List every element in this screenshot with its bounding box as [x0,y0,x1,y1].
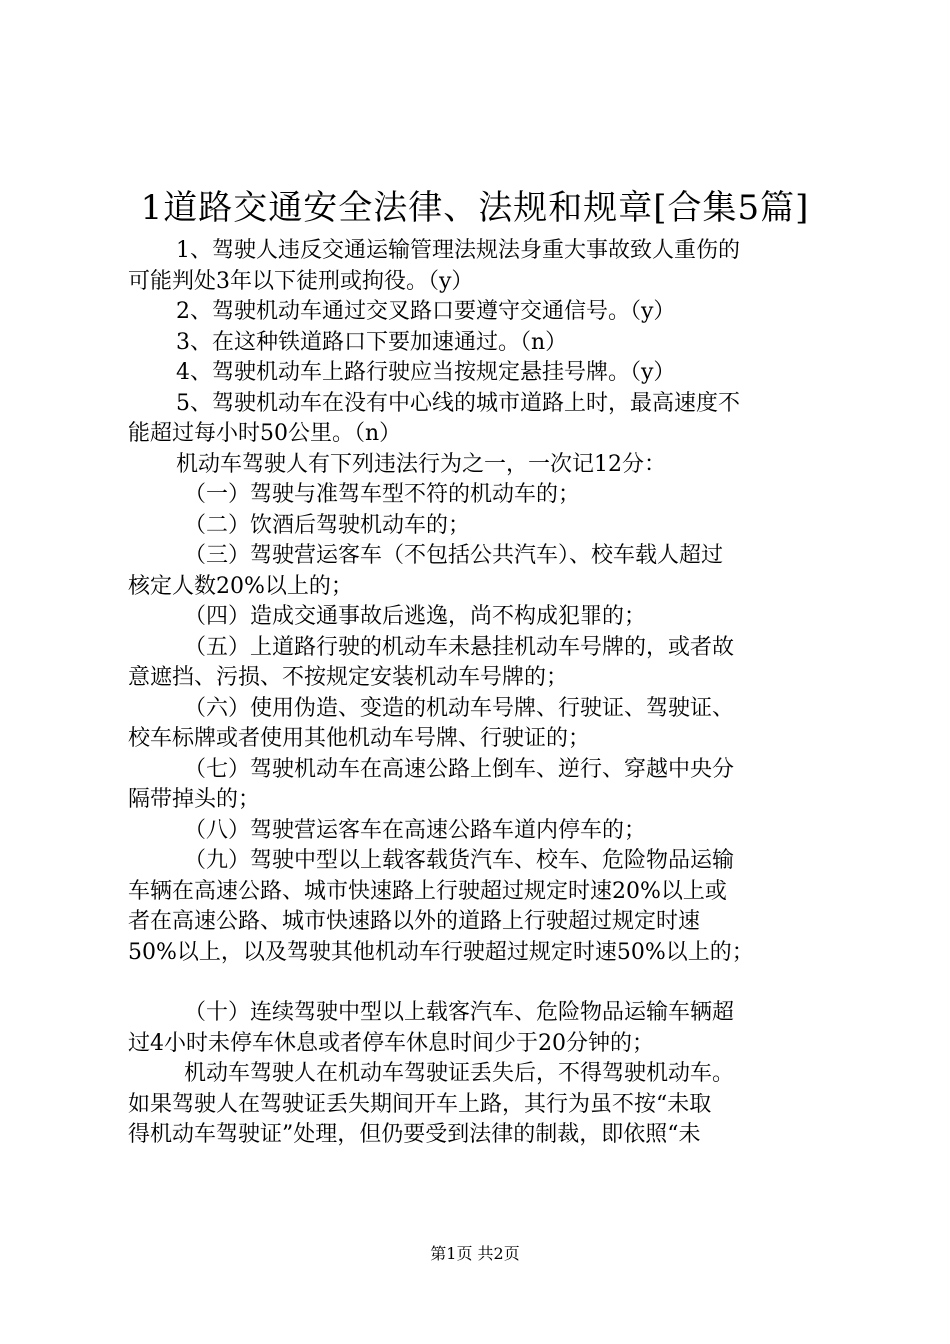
paragraph-line: 隔带掉头的； [128,787,261,812]
paragraph-line: 核定人数20%以上的； [128,573,353,599]
page-number-footer: 第1页 共2页 [430,1244,520,1263]
paragraph-line: 车辆在高速公路、城市快速路上行驶超过规定时速20%以上或 [128,878,727,904]
paragraph-line: 过4小时未停车休息或者停车休息时间少于20分钟的； [128,1030,654,1056]
paragraph-line: （三）驾驶营运客车（不包括公共汽车）、校车载人超过 [184,543,724,568]
paragraph-line: 4、驾驶机动车上路行驶应当按规定悬挂号牌。（y） [176,360,676,385]
paragraph-line: （四）造成交通事故后逃逸，尚不构成犯罪的； [184,604,647,629]
paragraph-line: （九）驾驶中型以上载客载货汽车、校车、危险物品运输 [184,848,735,873]
paragraph-line: 机动车驾驶人有下列违法行为之一，一次记12分： [176,451,666,477]
paragraph-line: （二）饮酒后驾驶机动车的； [184,512,471,538]
paragraph-line: 意遮挡、污损、不按规定安装机动车号牌的； [128,665,569,690]
paragraph-line: 1、驾驶人违反交通运输管理法规法身重大事故致人重伤的 [176,238,740,263]
paragraph-line: （七）驾驶机动车在高速公路上倒车、逆行、穿越中央分 [184,756,735,782]
paragraph-line: 者在高速公路、城市快速路以外的道路上行驶超过规定时速 [128,909,701,934]
paragraph-line: 3、在这种铁道路口下要加速通过。（n） [176,329,568,355]
paragraph-line: 5、驾驶机动车在没有中心线的城市道路上时，最高速度不 [176,390,740,416]
paragraph-line: 50%以上，以及驾驶其他机动车行驶超过规定时速50%以上的； [128,939,754,965]
paragraph-line: 机动车驾驶人在机动车驾驶证丢失后，不得驾驶机动车。 [184,1061,735,1086]
paragraph-line: 校车标牌或者使用其他机动车号牌、行驶证的； [128,726,591,751]
document-body [128,236,833,1151]
paragraph-line: 得机动车驾驶证”处理，但仍要受到法律的制裁，即依照“未 [128,1122,701,1147]
paragraph-line: 2、驾驶机动车通过交叉路口要遵守交通信号。（y） [176,299,676,324]
paragraph-line: 能超过每小时50公里。（n） [128,421,402,446]
paragraph-line: （十）连续驾驶中型以上载客汽车、危险物品运输车辆超 [184,1000,735,1025]
paragraph-line: （一）驾驶与准驾车型不符的机动车的； [184,482,581,507]
paragraph-line: （八）驾驶营运客车在高速公路车道内停车的； [184,817,647,843]
paragraph-line: 可能判处3年以下徒刑或拘役。（y） [128,268,474,294]
paragraph-line: （六）使用伪造、变造的机动车号牌、行驶证、驾驶证、 [184,695,735,721]
paragraph-line: 如果驾驶人在驾驶证丢失期间开车上路，其行为虽不按“未取 [128,1091,712,1117]
paragraph-line: （五）上道路行驶的机动车未悬挂机动车号牌的，或者故 [184,634,735,660]
document-title: 1道路交通安全法律、法规和规章[合集5篇] [140,188,810,228]
paragraph-spacer [128,968,833,998]
